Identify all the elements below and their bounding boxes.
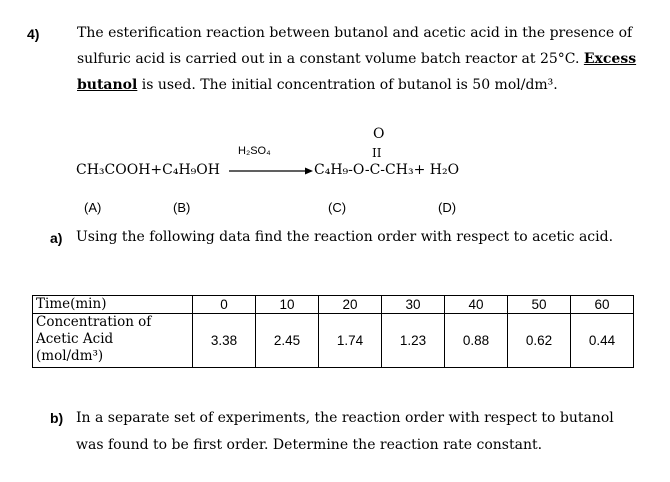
time-cell: 20	[319, 296, 382, 314]
question-line-1: The esterification reaction between butanol and acetic acid in the presence of	[77, 25, 633, 41]
excess-text: Excess	[583, 51, 637, 67]
reaction-arrow	[229, 166, 313, 176]
time-cell: 60	[571, 296, 634, 314]
concentration-cell: 1.23	[382, 314, 445, 368]
label-c: (C)	[328, 200, 347, 215]
question-number: 4)	[27, 26, 40, 42]
concentration-label	[33, 314, 193, 368]
time-cell: 50	[508, 296, 571, 314]
carbonyl-oxygen: O	[373, 126, 385, 142]
time-row	[33, 296, 634, 314]
concentration-cell: 2.45	[256, 314, 319, 368]
concentration-row	[33, 314, 634, 368]
part-a-label: a)	[50, 230, 63, 246]
part-b-line-2: was found to be first order. Determine the reaction rate constant.	[76, 437, 543, 453]
part-a-text: Using the following data find the reaction order with respect to acetic acid.	[76, 229, 614, 245]
concentration-cell: 1.74	[319, 314, 382, 368]
carbonyl-double-bond: II	[372, 146, 382, 160]
concentration-cell: 3.38	[193, 314, 256, 368]
reactants: CH₃COOH+C₄H₉OH	[76, 162, 220, 178]
label-d: (D)	[438, 200, 457, 215]
part-b-line-1: In a separate set of experiments, the reaction order with respect to butanol	[76, 410, 614, 426]
part-b-text	[76, 405, 641, 459]
part-b-label: b)	[50, 410, 64, 426]
concentration-label-line-2: Acetic Acid	[36, 331, 114, 347]
label-a: (A)	[84, 200, 102, 215]
question-line-2-text: sulfuric acid is carried out in a constant volume batch reactor at 25°C.	[77, 51, 580, 67]
concentration-label-line-3: (mol/dm³)	[36, 348, 104, 364]
butanol-text: butanol	[77, 77, 138, 93]
time-cell: 10	[256, 296, 319, 314]
label-b: (B)	[173, 200, 191, 215]
concentration-cell: 0.44	[571, 314, 634, 368]
data-table	[32, 295, 634, 368]
question-line-3-text: is used. The initial concentration of butanol is 50 mol/dm³.	[137, 77, 558, 93]
concentration-cell: 0.62	[508, 314, 571, 368]
catalyst: H₂SO₄	[238, 145, 271, 157]
time-cell: 0	[193, 296, 256, 314]
concentration-cell: 0.88	[445, 314, 508, 368]
question-line-3	[77, 72, 637, 98]
time-cell: 40	[445, 296, 508, 314]
products: C₄H₉-O-C-CH₃+ H₂O	[314, 162, 460, 178]
time-cell: 30	[382, 296, 445, 314]
time-label: Time(min)	[33, 296, 193, 314]
question-text	[77, 20, 637, 98]
concentration-label-line-1: Concentration of	[36, 314, 152, 330]
question-line-2	[77, 46, 637, 72]
